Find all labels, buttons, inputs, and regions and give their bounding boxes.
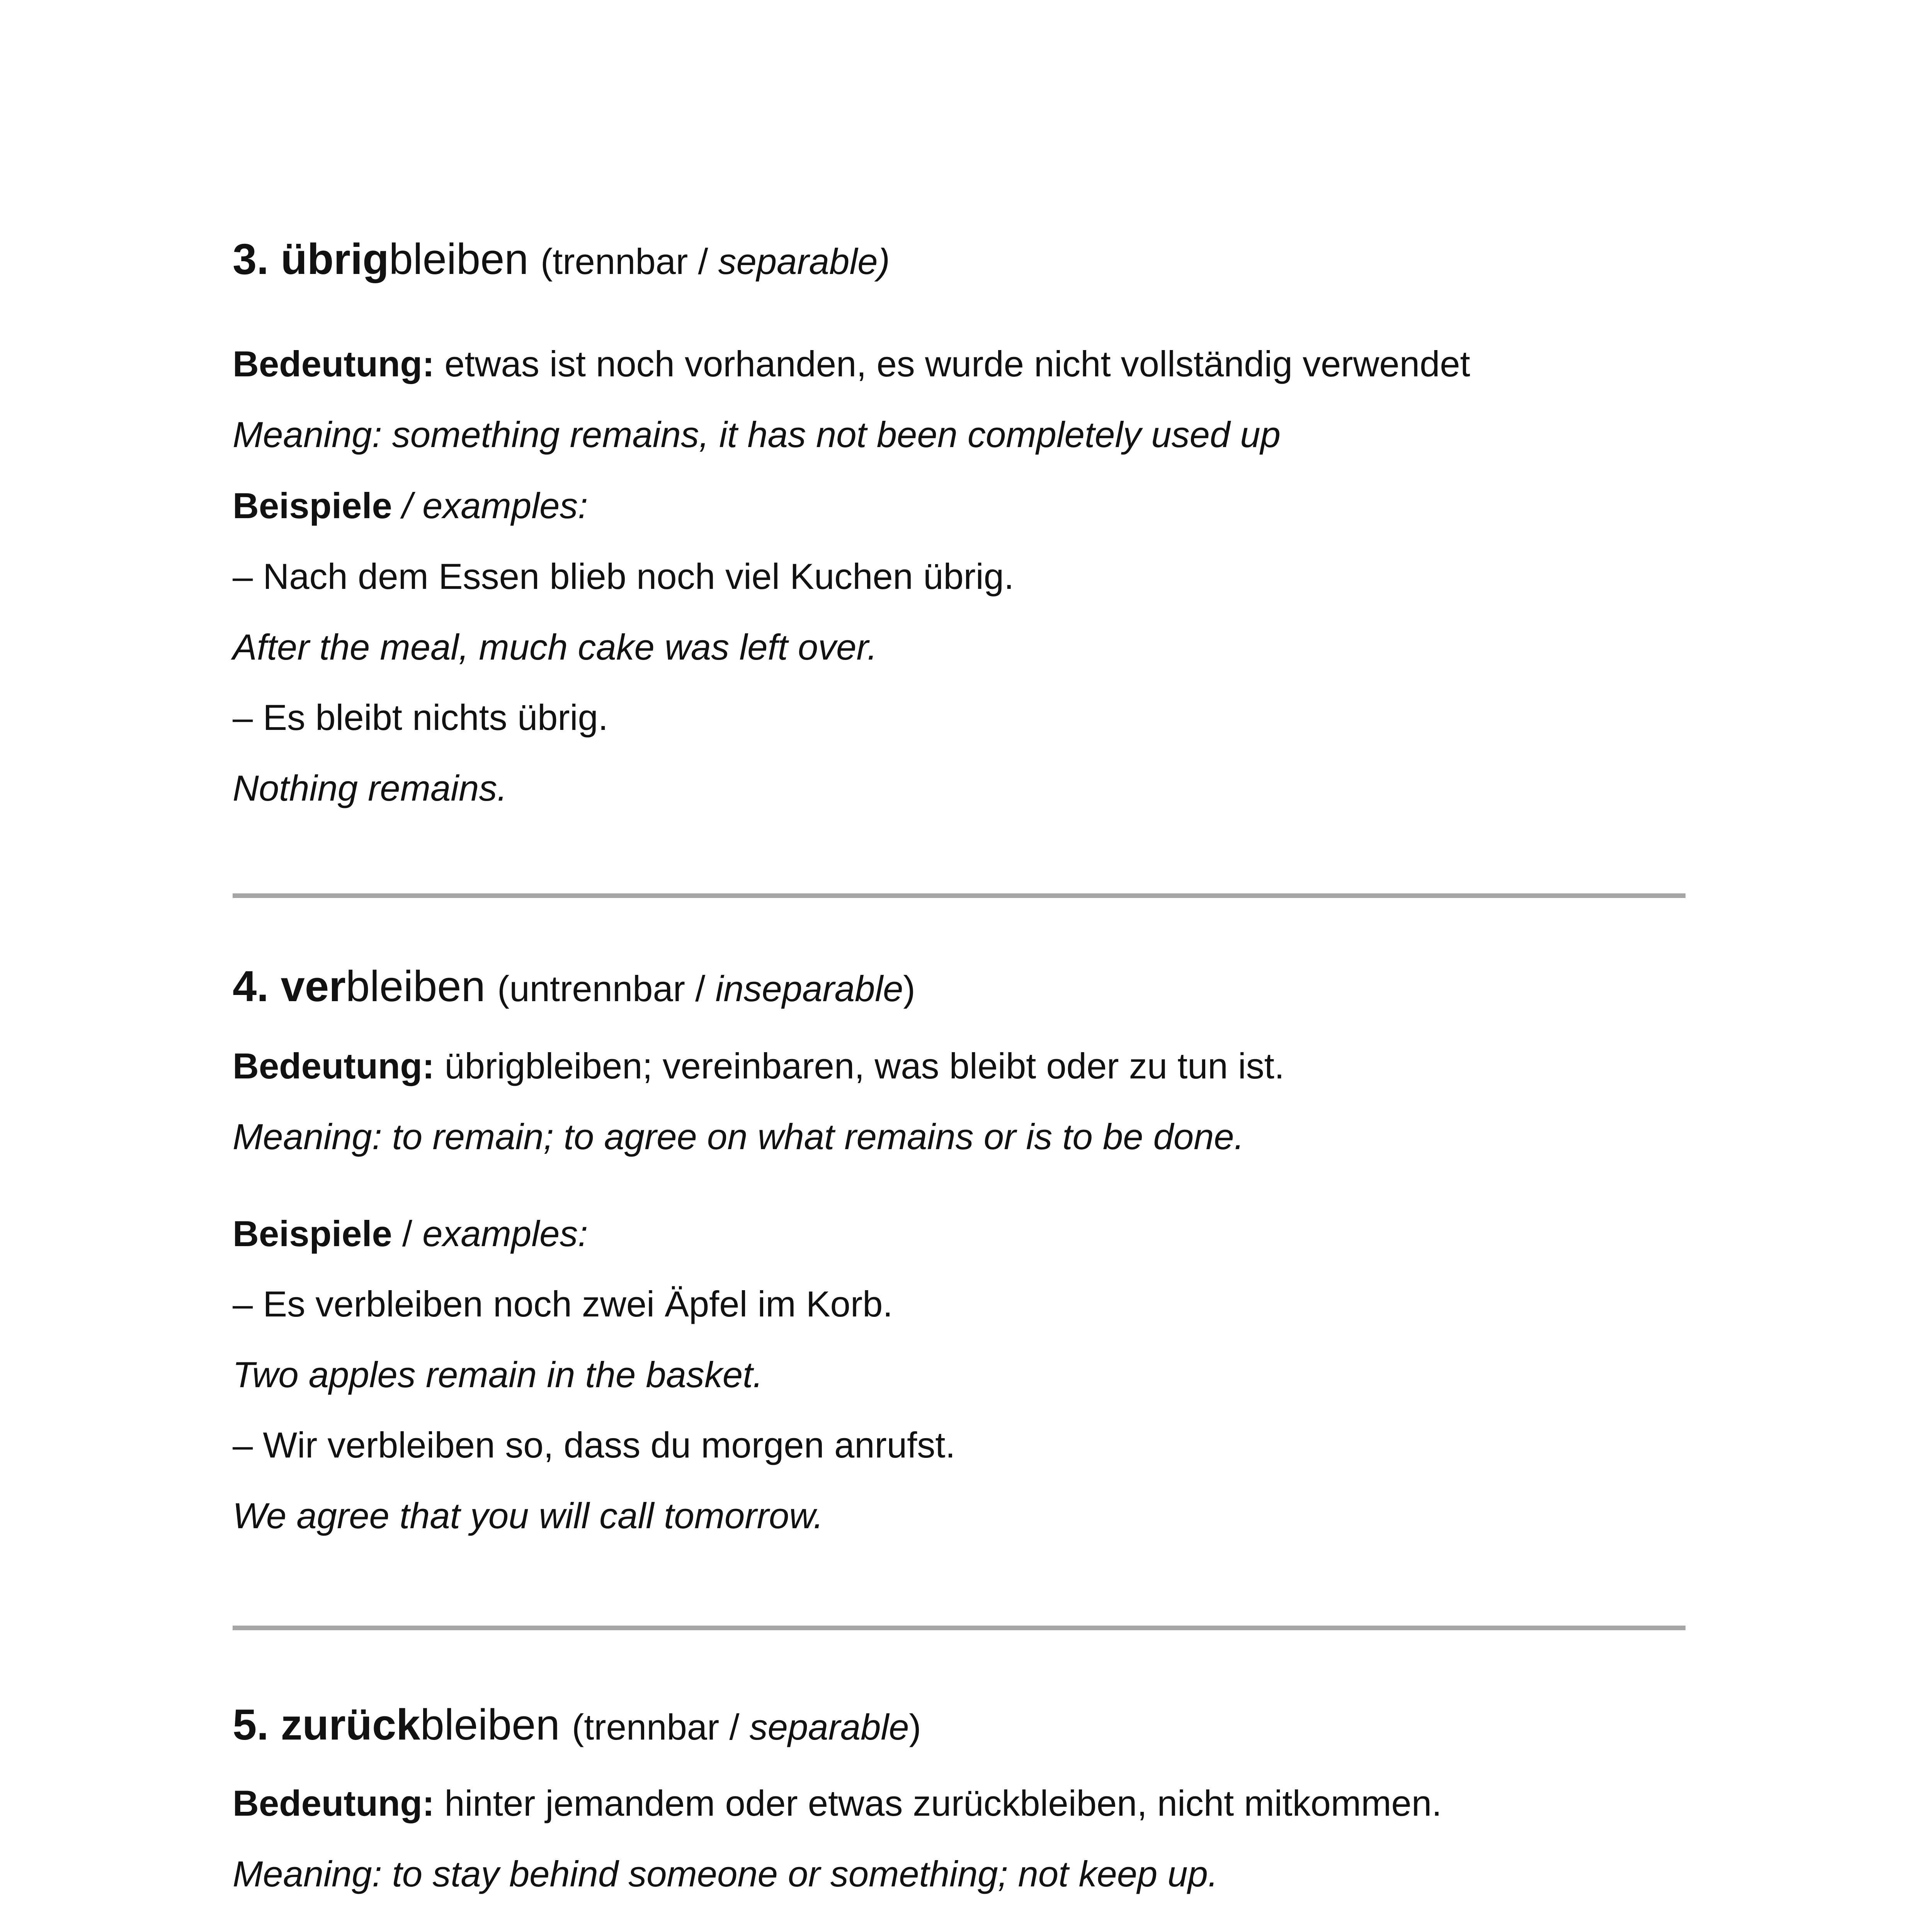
examples-label-4: Beispiele / examples: (233, 1213, 588, 1254)
meaning-text-de: übrigbleiben; vereinbaren, was bleibt oder zu tun ist. (434, 1046, 1285, 1086)
verb-prefix: zurück (281, 1701, 420, 1749)
examples-label-3: Beispiele / examples: (233, 485, 588, 526)
meaning-de-4 (233, 1048, 1284, 1084)
example-en: After the meal, much cake was left over. (233, 627, 878, 667)
meaning-de-5 (233, 1785, 1442, 1821)
example-de: – Es bleibt nichts übrig. (233, 697, 608, 738)
example-en: Nothing remains. (233, 768, 507, 808)
verb-type-de: trennbar (553, 241, 688, 282)
meaning-de-3 (233, 346, 1470, 382)
meaning-label: Bedeutung: (233, 1046, 435, 1086)
verb-type-annotation: (untrennbar / inseparable) (497, 968, 915, 1009)
examples-label-en: examples: (422, 1213, 588, 1254)
example-en: Two apples remain in the basket. (233, 1354, 763, 1395)
example-en: We agree that you will call tomorrow. (233, 1495, 824, 1536)
entry-number: 4. (233, 962, 269, 1010)
verb-stem: bleiben (389, 235, 529, 283)
verb-type-en: inseparable (715, 968, 903, 1009)
verb-type-annotation: (trennbar / separable) (572, 1707, 921, 1747)
verb-type-de: untrennbar (509, 968, 685, 1009)
verb-type-de: trennbar (584, 1707, 720, 1747)
section-divider (233, 893, 1686, 898)
entry-heading-5 (233, 1703, 921, 1747)
meaning-en-3: Meaning: something remains, it has not been completely used up (233, 414, 1281, 455)
examples-label-en: examples: (422, 485, 588, 526)
section-divider (233, 1626, 1686, 1630)
meaning-text-de: etwas ist noch vorhanden, es wurde nicht vollständig verwendet (434, 344, 1470, 384)
example-de: – Es verbleiben noch zwei Äpfel im Korb. (233, 1284, 893, 1324)
meaning-text-de: hinter jemandem oder etwas zurückbleiben, nicht mitkommen. (434, 1783, 1442, 1823)
example-de: – Wir verbleiben so, dass du morgen anrufst. (233, 1425, 956, 1465)
verb-prefix: ver (281, 962, 346, 1010)
example-de: – Nach dem Essen blieb noch viel Kuchen übrig. (233, 556, 1014, 597)
meaning-en-5: Meaning: to stay behind someone or something; not keep up. (233, 1854, 1218, 1894)
verb-type-en: separable (749, 1707, 909, 1747)
verb-type-annotation: (trennbar / separable) (540, 241, 890, 282)
verb-stem: bleiben (420, 1701, 560, 1749)
examples-label-de: Beispiele (233, 485, 392, 526)
verb-type-en: separable) (718, 241, 890, 282)
examples-label-de: Beispiele (233, 1213, 392, 1254)
verb-prefix: übrig (281, 235, 389, 283)
meaning-label: Bedeutung: (233, 344, 435, 384)
entry-number: 3. (233, 235, 269, 283)
meaning-en-4: Meaning: to remain; to agree on what remains or is to be done. (233, 1116, 1244, 1157)
entry-heading-3 (233, 235, 890, 283)
entry-heading-4 (233, 962, 915, 1010)
entry-number: 5. (233, 1701, 269, 1749)
meaning-label: Bedeutung: (233, 1783, 435, 1823)
verb-stem: bleiben (345, 962, 485, 1010)
